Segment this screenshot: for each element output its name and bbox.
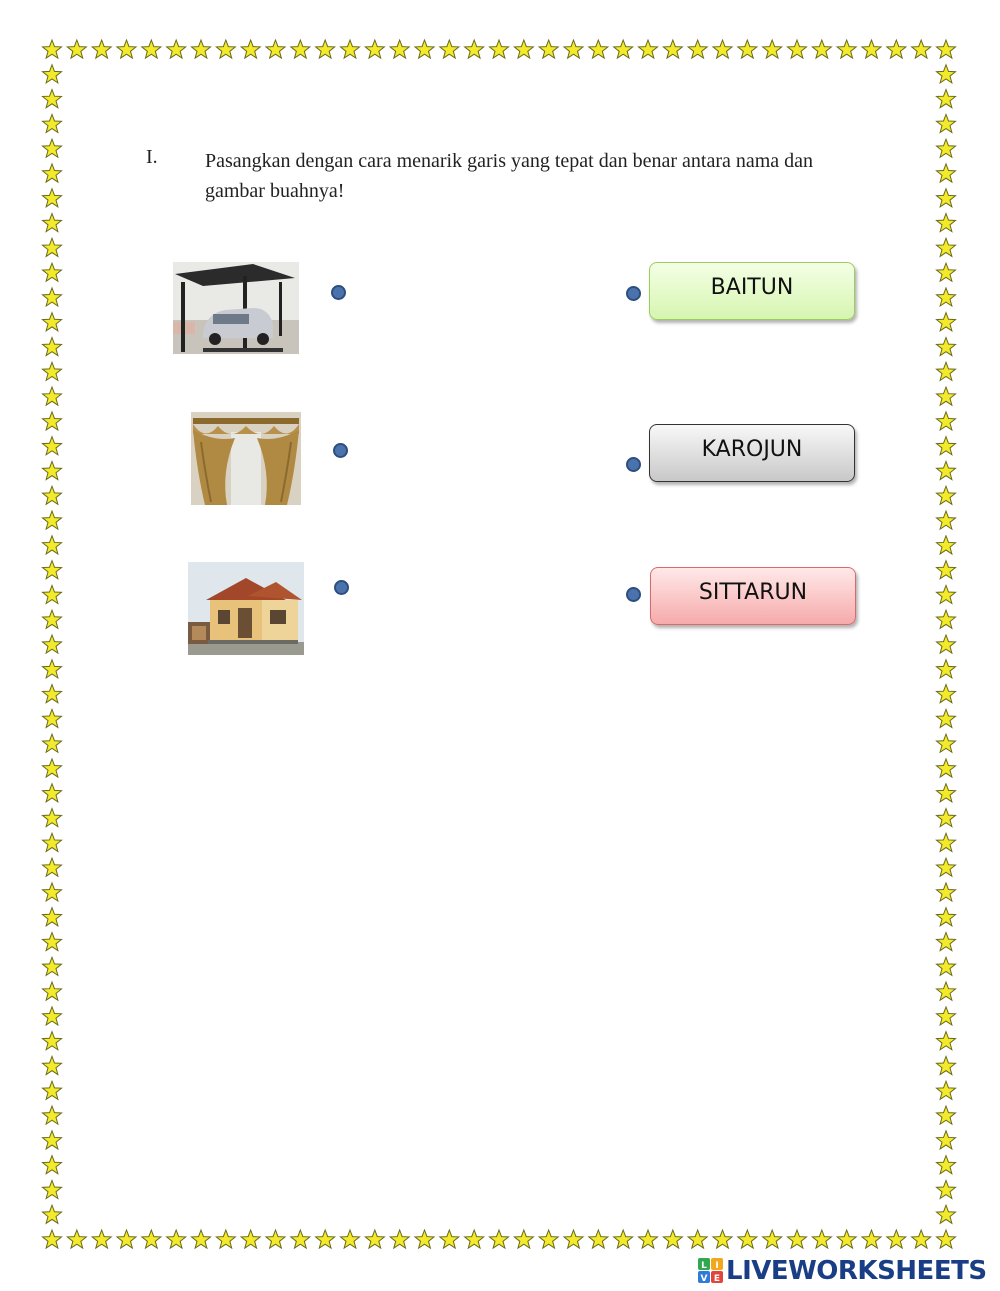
border-star (936, 933, 955, 951)
border-star (862, 40, 881, 58)
border-star (266, 1230, 285, 1248)
border-star (812, 40, 831, 58)
border-star (142, 40, 161, 58)
border-star (936, 734, 955, 752)
border-star (663, 40, 682, 58)
border-star (42, 1081, 61, 1099)
border-star (936, 1180, 955, 1198)
border-star (614, 1230, 633, 1248)
border-star (42, 189, 61, 207)
border-star (936, 189, 955, 207)
border-star (67, 1230, 86, 1248)
border-star (936, 362, 955, 380)
border-star (936, 635, 955, 653)
border-star (936, 437, 955, 455)
border-star (42, 883, 61, 901)
border-star (936, 1032, 955, 1050)
border-star (564, 1230, 583, 1248)
answer-box-sittarun (650, 567, 856, 625)
border-star (42, 139, 61, 157)
border-star (936, 883, 955, 901)
border-star (614, 40, 633, 58)
border-star (912, 40, 931, 58)
border-star (42, 486, 61, 504)
border-star (589, 1230, 608, 1248)
border-star (316, 40, 335, 58)
border-star (936, 660, 955, 678)
border-star (837, 40, 856, 58)
border-star (936, 40, 955, 58)
border-star (936, 1156, 955, 1174)
border-star (117, 1230, 136, 1248)
border-star (936, 759, 955, 777)
border-star (42, 338, 61, 356)
svg-text:E: E (713, 1274, 721, 1284)
border-star (688, 40, 707, 58)
border-star (42, 858, 61, 876)
border-star (936, 1007, 955, 1025)
border-star (663, 1230, 682, 1248)
right-dot-2[interactable] (626, 457, 641, 472)
border-star (42, 561, 61, 579)
border-star (42, 1131, 61, 1149)
border-star (42, 734, 61, 752)
border-star (42, 362, 61, 380)
border-star (936, 908, 955, 926)
border-star (539, 1230, 558, 1248)
border-star (887, 40, 906, 58)
border-star (936, 957, 955, 975)
left-dot-3[interactable] (334, 580, 349, 595)
border-star (936, 1081, 955, 1099)
border-star (738, 40, 757, 58)
border-star (241, 1230, 260, 1248)
border-star (539, 40, 558, 58)
border-star (564, 40, 583, 58)
border-star (42, 1180, 61, 1198)
border-star (42, 288, 61, 306)
answer-box-karojun (649, 424, 855, 482)
border-star (42, 635, 61, 653)
border-star (936, 338, 955, 356)
border-star (465, 1230, 484, 1248)
border-star (42, 784, 61, 802)
border-star (415, 40, 434, 58)
border-star (514, 1230, 533, 1248)
border-star (42, 660, 61, 678)
border-star (936, 114, 955, 132)
border-star (713, 40, 732, 58)
border-star (688, 1230, 707, 1248)
border-star (42, 40, 61, 58)
border-star (191, 40, 210, 58)
svg-text:I: I (715, 1261, 719, 1271)
border-star (42, 114, 61, 132)
border-star (936, 65, 955, 83)
border-star (936, 461, 955, 479)
border-star (415, 1230, 434, 1248)
border-star (365, 40, 384, 58)
border-star (42, 536, 61, 554)
border-star (167, 40, 186, 58)
border-star (390, 40, 409, 58)
border-star (862, 1230, 881, 1248)
border-star (638, 1230, 657, 1248)
border-star (787, 1230, 806, 1248)
border-star (42, 1230, 61, 1248)
border-star (42, 585, 61, 603)
border-star (42, 610, 61, 628)
border-star (763, 1230, 782, 1248)
border-star (42, 90, 61, 108)
border-star (42, 908, 61, 926)
border-star (936, 511, 955, 529)
right-dot-3[interactable] (626, 587, 641, 602)
border-star (887, 1230, 906, 1248)
border-star (763, 40, 782, 58)
border-star (440, 40, 459, 58)
liveworksheets-logo-icon (698, 1258, 724, 1284)
border-star (936, 784, 955, 802)
border-star (42, 1156, 61, 1174)
border-star (42, 1032, 61, 1050)
border-star (42, 1056, 61, 1074)
border-star (912, 1230, 931, 1248)
question-number: I. (146, 146, 158, 168)
border-star (92, 1230, 111, 1248)
border-star (142, 1230, 161, 1248)
border-star (42, 437, 61, 455)
border-star (936, 90, 955, 108)
border-star (42, 709, 61, 727)
left-dot-1[interactable] (331, 285, 346, 300)
border-star (936, 313, 955, 331)
border-star (936, 214, 955, 232)
border-star (440, 1230, 459, 1248)
border-star (42, 1205, 61, 1223)
border-star (266, 40, 285, 58)
border-star (936, 486, 955, 504)
border-star (216, 1230, 235, 1248)
border-star (936, 585, 955, 603)
border-star (42, 809, 61, 827)
border-star (936, 536, 955, 554)
answer-label: KAROJUN (701, 437, 803, 462)
house-image (188, 562, 304, 655)
border-star (936, 1205, 955, 1223)
border-star (42, 238, 61, 256)
border-star (42, 685, 61, 703)
border-star (738, 1230, 757, 1248)
border-star (489, 40, 508, 58)
border-star (936, 610, 955, 628)
border-star (936, 833, 955, 851)
border-star (936, 1131, 955, 1149)
border-star (42, 412, 61, 430)
border-star (191, 1230, 210, 1248)
svg-text:L: L (701, 1261, 707, 1271)
border-star (936, 412, 955, 430)
question-text: Pasangkan dengan cara menarik garis yang tepat dan benar antara nama dan gambar buahnya! (205, 150, 814, 202)
border-star (42, 461, 61, 479)
border-star (936, 263, 955, 281)
border-star (390, 1230, 409, 1248)
border-star (291, 40, 310, 58)
border-star (936, 1230, 955, 1248)
border-star (340, 1230, 359, 1248)
border-star (713, 1230, 732, 1248)
border-star (340, 40, 359, 58)
border-star (936, 561, 955, 579)
border-star (316, 1230, 335, 1248)
border-star (241, 40, 260, 58)
border-star (589, 40, 608, 58)
carport-image (173, 262, 299, 354)
border-star (42, 1106, 61, 1124)
border-star (67, 40, 86, 58)
right-dot-1[interactable] (626, 286, 641, 301)
border-star (936, 1106, 955, 1124)
answer-label: BAITUN (710, 275, 794, 300)
border-star (92, 40, 111, 58)
border-star (42, 982, 61, 1000)
border-star (42, 833, 61, 851)
border-star (489, 1230, 508, 1248)
border-star (936, 288, 955, 306)
border-star (216, 40, 235, 58)
border-star (42, 957, 61, 975)
border-star (936, 809, 955, 827)
liveworksheets-brand (698, 1254, 987, 1288)
border-star (42, 387, 61, 405)
border-star (167, 1230, 186, 1248)
border-star (812, 1230, 831, 1248)
border-star (291, 1230, 310, 1248)
border-star (936, 387, 955, 405)
answer-label: SITTARUN (698, 580, 808, 605)
border-star (936, 982, 955, 1000)
left-dot-2[interactable] (333, 443, 348, 458)
border-star (117, 40, 136, 58)
border-star (42, 263, 61, 281)
border-star (42, 933, 61, 951)
border-star (787, 40, 806, 58)
border-star (936, 685, 955, 703)
border-star (42, 1007, 61, 1025)
border-star (42, 313, 61, 331)
border-star (936, 1056, 955, 1074)
border-star (837, 1230, 856, 1248)
border-star (936, 709, 955, 727)
border-star (42, 759, 61, 777)
border-star (42, 164, 61, 182)
border-star (514, 40, 533, 58)
border-star (365, 1230, 384, 1248)
border-star (638, 40, 657, 58)
border-star (936, 164, 955, 182)
brand-text: LIVEWORKSHEETS (726, 1256, 987, 1286)
border-star (42, 214, 61, 232)
border-star (936, 139, 955, 157)
svg-text:V: V (700, 1274, 708, 1284)
border-star (42, 511, 61, 529)
border-star (936, 858, 955, 876)
curtain-image (191, 412, 301, 505)
answer-box-baitun (649, 262, 855, 320)
border-star (465, 40, 484, 58)
border-star (42, 65, 61, 83)
border-star (936, 238, 955, 256)
